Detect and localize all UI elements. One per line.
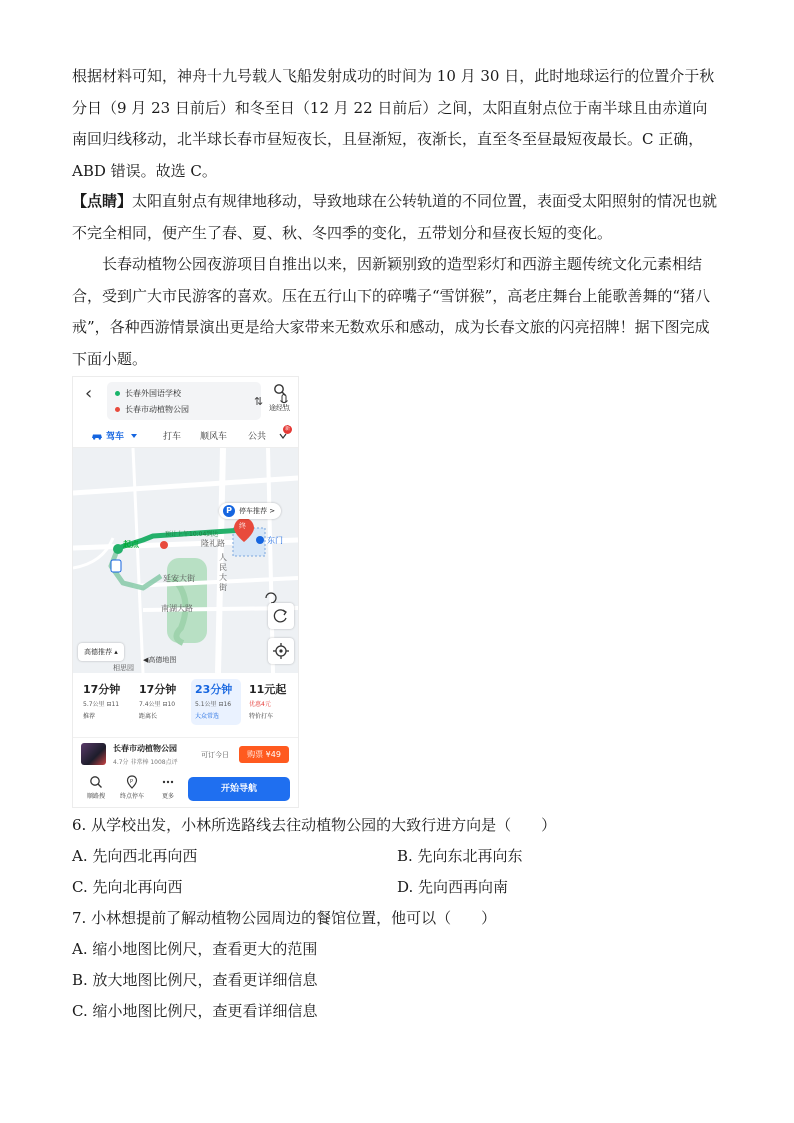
- destination-parking-button[interactable]: [117, 775, 147, 800]
- answer-explanation: 根据材料可知，神舟十九号载人飞船发射成功的时间为 10 月 30 日，此时地球运行的位置介于秋分日（9 月 23 日前后）和冬至日（12 月 22 日前后）之间，太阳直射点位于南半球且由赤道向南回归线移动，北半球长春市昼短夜长，且昼渐短，夜渐长，直至冬至昼最短夜最长。C 正确，ABD 错误。故选 C。: [72, 67, 715, 180]
- along-route-search-button[interactable]: [81, 775, 111, 800]
- route-input-box[interactable]: [107, 382, 264, 420]
- q7-option-a[interactable]: A. 缩小地图比例尺，查看更大的范围: [72, 940, 318, 958]
- new-badge: 新: [284, 426, 290, 432]
- route-time: 23分钟: [195, 683, 233, 696]
- destination-card[interactable]: [73, 737, 298, 772]
- destination-parking-label: 终点停车: [119, 793, 144, 800]
- parking-pin-icon: [125, 775, 139, 789]
- origin-dot-icon: [115, 391, 120, 396]
- route-options: [73, 675, 298, 735]
- bottom-action-bar: [73, 773, 298, 807]
- search-icon[interactable]: [273, 383, 287, 397]
- route-time: 17分钟: [83, 683, 121, 696]
- key-point-text: 太阳直射点有规律地移动，导致地球在公转轨道的不同位置，表面受太阳照射的情况也就不完全相同，便产生了春、夏、秋、冬四季的变化，五带划分和昼夜长短的变化。: [72, 192, 718, 242]
- route-option-taxi[interactable]: [245, 679, 295, 725]
- q6-option-d[interactable]: D. 先向西再向南: [397, 878, 509, 896]
- destination-name: 长春市动植物公园: [113, 744, 177, 753]
- origin-row[interactable]: [115, 388, 181, 399]
- locate-icon: [268, 638, 294, 664]
- parking-icon: P: [223, 505, 235, 517]
- route-tag: 特价打车: [249, 713, 274, 720]
- destination-text: 长春市动植物公园: [125, 405, 189, 414]
- route-tag: 推荐: [83, 713, 96, 720]
- destination-rating: 4.7分 非常棒 1008点评: [113, 759, 178, 766]
- q6-option-a[interactable]: A. 先向西北再向西: [72, 847, 198, 865]
- search-icon: [89, 775, 103, 789]
- more-dots-icon: [161, 775, 175, 789]
- route-distance: 5.7公里 ⊟11: [83, 701, 120, 708]
- east-gate-label: 东门: [267, 536, 283, 545]
- route-promo: 优惠4元: [249, 701, 271, 708]
- destination-row[interactable]: [115, 404, 189, 415]
- amap-recommend-text: 高德推荐: [84, 648, 112, 656]
- q7-option-b[interactable]: B. 放大地图比例尺，查看更详细信息: [72, 971, 318, 989]
- tab-drive[interactable]: 驾车: [106, 432, 125, 442]
- route-time: 11元起: [249, 683, 287, 696]
- key-point-tag: 【点睛】: [72, 192, 133, 210]
- poi-label-bottom: 相思园: [113, 664, 134, 672]
- parking-recommend-button[interactable]: [219, 503, 281, 519]
- q6-option-b[interactable]: B. 先向东北再向东: [397, 847, 523, 865]
- question-7: 7. 小林想提前了解动植物公园周边的餐馆位置，他可以（ ）: [72, 909, 497, 927]
- amap-recommend-button[interactable]: 高德推荐 ▴: [78, 643, 124, 661]
- q7-option-c[interactable]: C. 缩小地图比例尺，查更看详细信息: [72, 1002, 318, 1020]
- car-icon: [91, 432, 103, 440]
- road-label-renmin: 人民大街: [219, 553, 227, 592]
- locate-button[interactable]: [268, 638, 294, 664]
- end-marker-label: 终: [239, 522, 246, 530]
- route-header: [73, 377, 298, 425]
- svg-text:P: P: [130, 779, 134, 785]
- buy-ticket-button[interactable]: 购票 ¥49: [239, 746, 289, 763]
- more-button[interactable]: [153, 775, 183, 800]
- road-label-longli: 隆礼路: [201, 539, 225, 548]
- destination-dot-icon: [115, 407, 120, 412]
- map-roads: [73, 448, 298, 673]
- route-tag: 距离长: [139, 713, 158, 720]
- transport-mode-tabs: [73, 425, 298, 448]
- via-point-label[interactable]: 途经点: [269, 404, 290, 412]
- question-6: 6. 从学校出发，小林所选路线去往动植物公园的大致行进方向是（ ）: [72, 816, 557, 834]
- road-label-nanhu: 南湖大路: [161, 604, 193, 613]
- route-option-3[interactable]: [191, 679, 241, 725]
- navigation-app-screenshot: [72, 376, 299, 808]
- road-label-yanan: 延安大街: [163, 574, 195, 583]
- key-point-paragraph: [72, 186, 722, 249]
- chevron-down-icon[interactable]: [131, 434, 137, 438]
- tab-carpool[interactable]: 顺风车: [200, 432, 228, 442]
- start-marker-label: 起点: [123, 540, 139, 549]
- q6-option-c[interactable]: C. 先向北再向西: [72, 878, 183, 896]
- swap-icon[interactable]: ⇅: [254, 395, 264, 408]
- refresh-icon: [268, 603, 294, 629]
- eta-text: 预计上午10:04到达: [165, 531, 219, 538]
- booking-status: 可订今日: [201, 751, 229, 759]
- route-option-1[interactable]: [79, 679, 129, 725]
- along-route-search-label: 顺路搜: [86, 793, 105, 800]
- route-option-2[interactable]: [135, 679, 185, 725]
- route-distance: 5.1公里 ⊟16: [195, 701, 232, 708]
- route-distance: 7.4公里 ⊟10: [139, 701, 176, 708]
- map-view[interactable]: [73, 448, 298, 673]
- destination-thumbnail: [81, 743, 106, 765]
- more-label: 更多: [161, 793, 174, 800]
- route-time: 17分钟: [139, 683, 177, 696]
- refresh-button[interactable]: [268, 603, 294, 629]
- tab-transit[interactable]: 公共: [248, 432, 267, 442]
- route-tag: 大众常选: [195, 713, 220, 720]
- back-arrow-icon[interactable]: ‹: [85, 383, 93, 404]
- tab-taxi[interactable]: 打车: [163, 432, 182, 442]
- origin-text: 长春外国语学校: [125, 389, 181, 398]
- start-navigation-button[interactable]: 开始导航: [188, 777, 290, 801]
- parking-text: 停车推荐 >: [239, 507, 276, 515]
- material-paragraph: 长春动植物公园夜游项目自推出以来，因新颖别致的造型彩灯和西游主题传统文化元素相结合，受到广大市民游客的喜欢。压在五行山下的碎嘴子“雪饼猴”，高老庄舞台上能歌善舞的“猪八戒”，各种西游情景演出更是给大家带来无数欢乐和感动，成为长春文旅的闪亮招牌！据下图完成下面小题。: [72, 255, 711, 368]
- amap-logo: ◀高德地图: [143, 656, 177, 664]
